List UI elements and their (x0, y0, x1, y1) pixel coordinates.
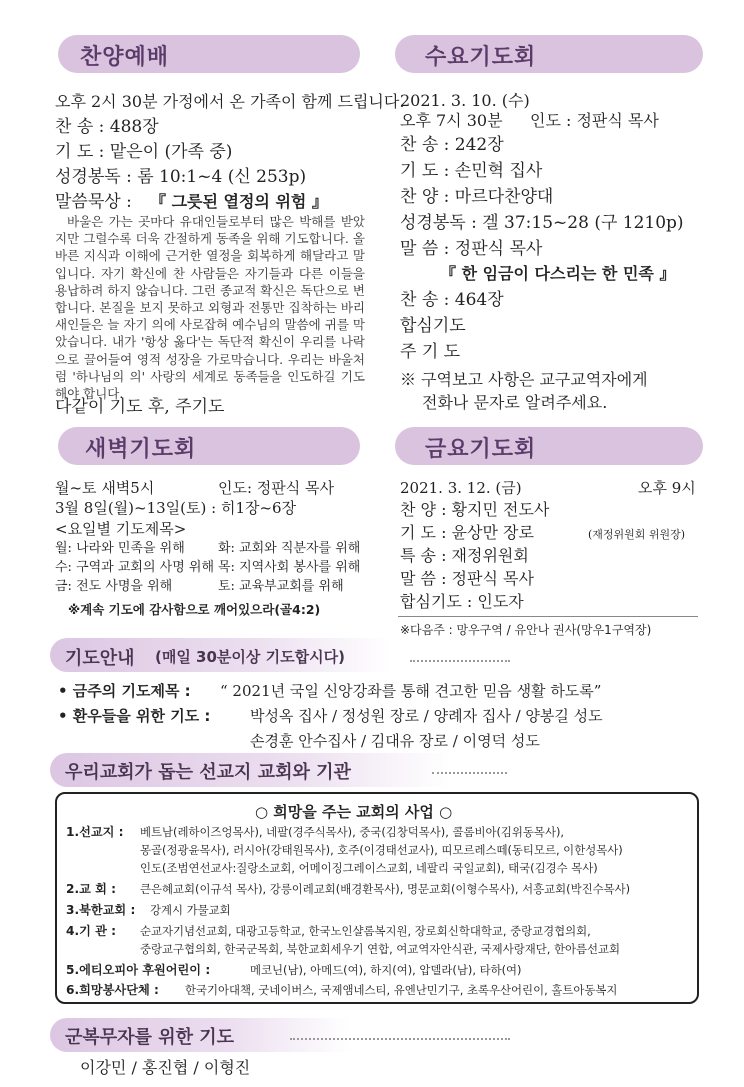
wednesday-leader: 인도 : 정판식 목사 (530, 111, 659, 130)
wednesday-line-3: 성경봉독 : 겔 37:15~28 (구 1210p) (400, 213, 684, 233)
wednesday-title: 수요기도회 (425, 45, 537, 70)
mission-row-1-label: 1.선교지 : (66, 825, 124, 839)
wednesday-line2-2: 주 기 도 (400, 342, 461, 362)
mission-row-4-line-2: 중랑교구협의회, 한국군목회, 북한교회세우기 연합, 여교역자안식관, 국제사랑재단, 한아름선교회 (140, 942, 620, 956)
prayer-item1-label: • 금주의 기도제목 : (58, 682, 191, 700)
friday-line-4: 합심기도 : 인도자 (400, 592, 524, 611)
dawn-topic-fri: 금: 전도 사명을 위해 (55, 579, 173, 594)
dawn-subtitle: <요일별 기도제목> (55, 520, 187, 538)
dawn-verse: ※계속 기도에 감사함으로 깨어있으라(골4:2) (68, 602, 321, 617)
dawn-topic-tue: 화: 교회와 직분자를 위해 (218, 541, 361, 556)
wednesday-line2-1: 합심기도 (400, 316, 466, 336)
prayer-item2-line1: 박성옥 집사 / 정성원 장로 / 양례자 집사 / 양봉길 성도 (250, 707, 603, 725)
dawn-leader: 인도: 정판식 목사 (218, 479, 335, 497)
mission-row-5-label: 5.에티오피아 후원어린이 : (66, 963, 211, 977)
worship-line-2: 기 도 : 맡은이 (가족 중) (55, 142, 233, 162)
wednesday-line-1: 기 도 : 손민혁 집사 (400, 161, 543, 181)
military-dots (290, 1038, 510, 1040)
prayer-item2-line2: 손경훈 안수집사 / 김대유 장로 / 이영덕 성도 (250, 732, 540, 750)
wednesday-line-0: 찬 송 : 242장 (400, 135, 504, 155)
dawn-topic-sat: 토: 교육부교회를 위해 (218, 579, 344, 594)
prayer-item1-text: “ 2021년 국일 신앙강좌를 통해 견고한 믿음 생활 하도록” (220, 682, 602, 700)
worship-title: 찬양예배 (80, 45, 170, 70)
sermon-label: 말씀묵상 : (55, 192, 132, 212)
mission-row-2-line-1: 큰은혜교회(이규석 목사), 강릉이레교회(배경환목사), 명문교회(이형수목사), 서흥교회(박진수목사) (140, 882, 631, 896)
dawn-topic-wed: 수: 구역과 교회의 사명 위해 (55, 560, 215, 575)
wednesday-line2-0: 찬 송 : 464장 (400, 290, 504, 310)
mission-row-1-line-3: 인도(조범연선교사:질랑소교회, 어메이징그레이스교회, 네팔리 국일교회), 태국(김경수 목사) (140, 861, 598, 875)
mission-row-6-line-1: 한국기아대책, 굿네이버스, 국제앰네스티, 유엔난민기구, 초록우산어린이, 홀트아동복지 (185, 983, 618, 997)
wednesday-note-2: 전화나 문자로 알려주세요. (422, 393, 608, 412)
mission-row-4-label: 4.기 관 : (66, 924, 117, 938)
prayer-item2-label: • 환우들을 위한 기도 : (58, 707, 211, 725)
dawn-line-2: 3월 8일(월)~13일(토) : 히1장~6장 (55, 499, 297, 517)
wednesday-date: 2021. 3. 10. (수) (400, 91, 530, 110)
dawn-title: 새벽기도회 (85, 437, 197, 462)
mission-row-3-label: 3.북한교회 : (66, 903, 136, 917)
prayer-guide-subtitle: (매일 30분이상 기도합시다) (155, 648, 345, 666)
missions-dots (432, 772, 507, 774)
mission-row-6-label: 6.희망봉사단체 : (66, 983, 159, 997)
wednesday-note-1: ※ 구역보고 사항은 교구교역자에게 (400, 370, 648, 389)
mission-row-1-line-1: 베트남(레하이즈엉목사), 네팔(경주식목사), 중국(김창덕목사), 콜롬비아(김위동목사), (140, 825, 565, 839)
wednesday-line-4: 말 씀 : 정판식 목사 (400, 239, 543, 259)
mission-row-1-line-2: 몽골(정광윤목사), 러시아(강태원목사), 호주(이경태선교사), 띠모르레스떼(동티모르, 이한성목사) (140, 843, 623, 857)
worship-line-1: 찬 송 : 488장 (55, 117, 159, 137)
wednesday-line-2: 찬 양 : 마르다찬양대 (400, 187, 554, 207)
friday-title: 금요기도회 (425, 437, 537, 462)
missions-title: 우리교회가 돕는 선교지 교회와 기관 (65, 762, 351, 783)
worship-line-0: 오후 2시 30분 가정에서 온 가족이 함께 드립니다. (55, 92, 405, 111)
mission-row-3-line-1: 강계시 가물교회 (150, 903, 231, 917)
dawn-topic-thu: 목: 지역사회 봉사를 위해 (218, 560, 361, 575)
mission-row-2-label: 2.교 회 : (66, 882, 117, 896)
friday-prayer-note: (재정위원회 위원장) (588, 528, 686, 541)
missions-box-title: ○ 희망을 주는 교회의 사업 ○ (255, 803, 453, 821)
worship-line-3: 성경봉독 : 롬 10:1~4 (신 253p) (55, 167, 307, 187)
wednesday-sermon-title: 『 한 임금이 다스리는 한 민족 』 (440, 264, 676, 283)
mission-row-5-line-1: 메코닌(남), 아메드(여), 하지(여), 압델라(남), 타하(여) (250, 963, 522, 977)
friday-line-2: 특 송 : 재정위원회 (400, 546, 529, 565)
friday-divider (398, 616, 698, 617)
friday-line-1: 기 도 : 윤상만 장로 (400, 523, 534, 542)
prayer-guide-title: 기도안내 (65, 648, 135, 669)
dawn-topic-mon: 월: 나라와 민족을 위해 (55, 541, 185, 556)
friday-next-week: ※다음주 : 망우구역 / 유안나 권사(망우1구역장) (400, 623, 652, 637)
military-names: 이강민 / 홍진협 / 이형진 (80, 1058, 251, 1077)
prayer-guide-dots (410, 660, 510, 662)
military-title: 군복무자를 위한 기도 (65, 1027, 235, 1048)
mission-row-4-line-1: 순교자기념선교회, 대광고등학교, 한국노인샬롬복지원, 장로회신학대학교, 중랑교경협의회, (140, 924, 591, 938)
friday-line-0: 찬 양 : 황지민 전도사 (400, 500, 550, 519)
sermon-paragraph: 바울은 가는 곳마다 유대인들로부터 많은 박해를 받았지만 그럴수록 더욱 간절하게 동족을 위해 기도합니다. 올바른 지식과 이해에 근거한 열정을 회복하게 해달라고 말입니다. 자기 확신에 찬 사람들은 자기들과 다른 이들을 용납하려 하지 않습니다. 그런 종교적 확신은 독단으로 변합니다. 본질을 보지 못하고 외형과 전통만 집착하는 바리새인들은 늘 자기 의에 사로잡혀 예수님의 말씀에 귀를 막았습니다. 내가 '항상 옳다'는 독단적 확신이 우리를 나락으로 끌어들여 영적 성장을 가로막습니다. 우리는 바울처럼 '하나님의 의' 사랑의 세계로 동족들을 인도하길 기도해야 합니다. (55, 214, 365, 402)
dawn-line-1: 월~토 새벽5시 (55, 479, 155, 497)
wednesday-time: 오후 7시 30분 (400, 111, 503, 130)
friday-date: 2021. 3. 12. (금) (400, 479, 522, 497)
friday-line-3: 말 씀 : 정판식 목사 (400, 569, 534, 588)
sermon-title: 『 그릇된 열정의 위험 』 (150, 192, 328, 211)
worship-closing: 다같이 기도 후, 주기도 (55, 397, 225, 417)
friday-time: 오후 9시 (638, 479, 696, 497)
